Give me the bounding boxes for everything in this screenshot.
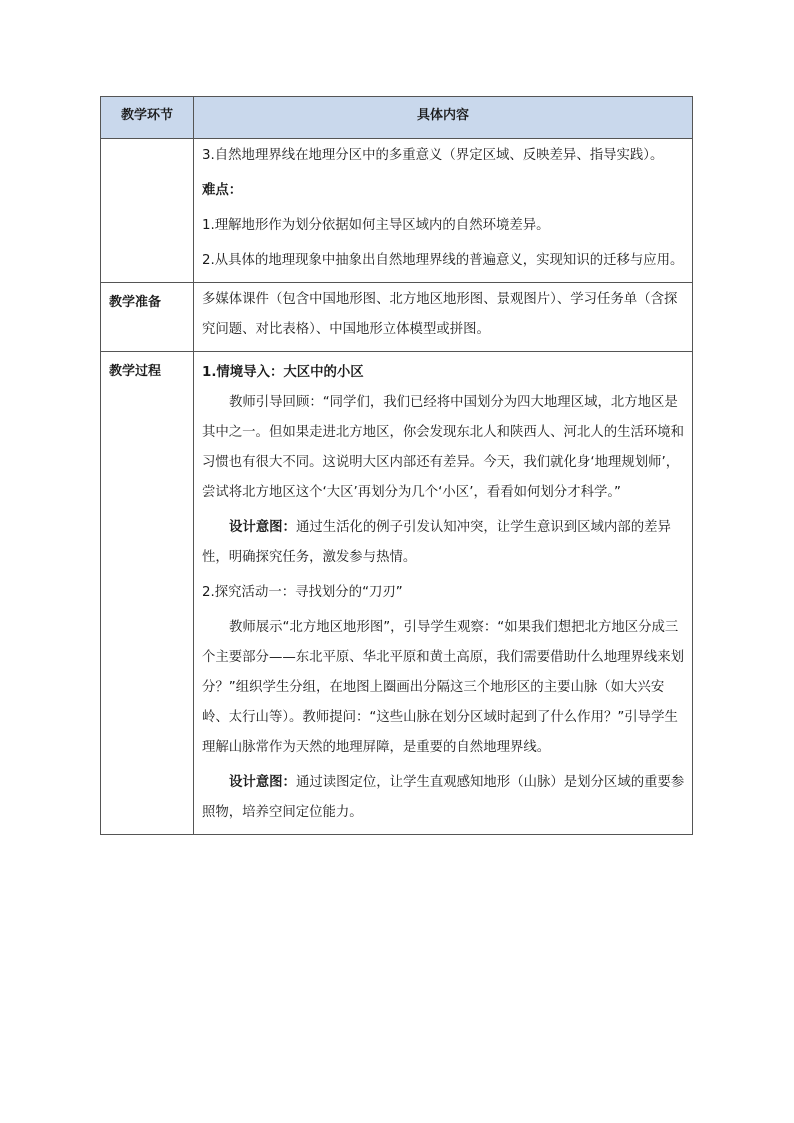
step2-design [202,768,686,828]
step2-design-label: 设计意图： [229,775,296,790]
difficulty-1: 1.理解地形作为划分依据如何主导区域内的自然环境差异。 [202,218,550,233]
step2-design-text: 通过读图定位，让学生直观感知地形（山脉）是划分区域的重要参照物，培养空间定位能力。 [202,775,685,820]
step1-design [202,513,686,573]
step2-text: 教师展示“北方地区地形图”，引导学生观察：“如果我们想把北方地区分成三个主要部分——东北平原、华北平原和黄土高原，我们需要借助什么地理界线来划分？”组织学生分组，在地图上圈画出分隔这三个地形区的主要山脉（如大兴安岭、太行山等）。教师提问：“这些山脉在划分区域时起到了什么作用？”引导学生理解山脉常作为天然的地理屏障，是重要的自然地理界线。 [202,620,685,755]
step2-title: 2.探究活动一：寻找划分的“刀刃” [202,585,403,600]
preparation-text: 多媒体课件（包含中国地形图、北方地区地形图、景观图片）、学习任务单（含探究问题、对比表格）、中国地形立体模型或拼图。 [202,292,678,337]
row-label-empty [101,139,194,283]
step1-design-text: 通过生活化的例子引发认知冲突，让学生意识到区域内部的差异性，明确探究任务，激发参与热情。 [202,520,671,565]
table-row-process [101,352,693,835]
step1-design-label: 设计意图： [229,520,296,535]
lesson-plan-table [100,96,693,835]
difficulty-heading: 难点： [202,183,243,198]
table-row-preparation [101,283,693,352]
row-content-process [194,352,693,835]
table-row-difficulty [101,139,693,283]
difficulty-2: 2.从具体的地理现象中抽象出自然地理界线的普遍意义，实现知识的迁移与应用。 [202,253,684,268]
row-label-process: 教学过程 [101,352,194,835]
header-specific-content: 具体内容 [194,97,693,139]
step1-text: 教师引导回顾：“同学们，我们已经将中国划分为四大地理区域，北方地区是其中之一。但如果走进北方地区，你会发现东北人和陕西人、河北人的生活环境和习惯也有很大不同。这说明大区内部还有差异。今天，我们就化身‘地理规划师’，尝试将北方地区这个‘大区’再划分为几个‘小区’，看看如何划分才科学。” [202,395,685,500]
step1-title: 1.情境导入：大区中的小区 [202,365,364,380]
row-label-preparation: 教学准备 [101,283,194,352]
row-content-difficulty [194,139,693,283]
table-header-row [101,97,693,139]
header-teaching-stage: 教学环节 [101,97,194,139]
key-point-3: 3.自然地理界线在地理分区中的多重意义（界定区域、反映差异、指导实践）。 [202,148,664,163]
row-content-preparation [194,283,693,352]
